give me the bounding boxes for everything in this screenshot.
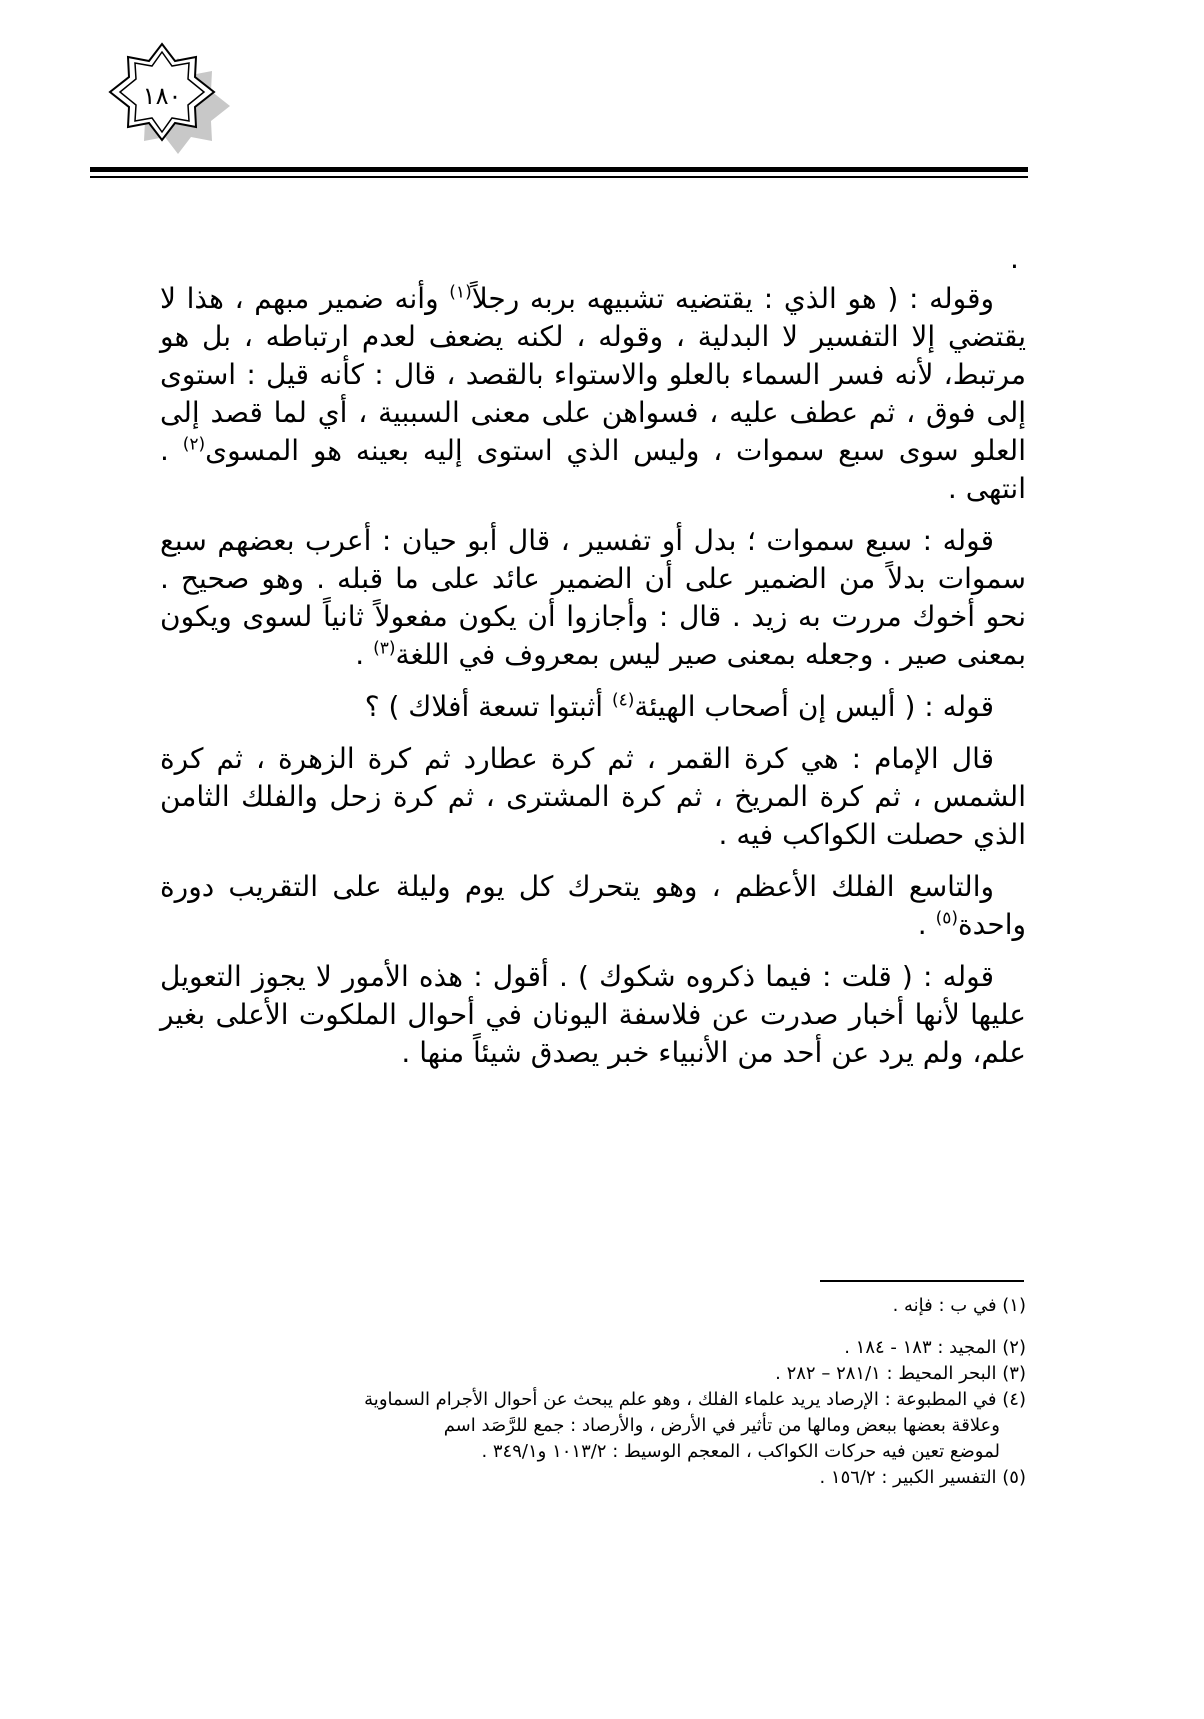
page-number: ١٨٠ [142, 82, 182, 110]
footnote-ref[interactable]: (٤) [611, 690, 635, 711]
paragraph: وقوله : ( هو الذي : يقتضيه تشبيهه بربه رجلاً$^{(١)}$ وأنه ضمير مبهم ، هذا لا يقتضي إلا التفسير لا البدلية ، وقوله ، لكنه يضعف لعدم ارتباطه ، بل هو مرتبط، لأنه فسر السماء بالعلو والاستواء بالقصد ، قال : كأنه قيل : استوى إلى فوق ، ثم عطف عليه ، فسواهن على معنى السببية ، أي لما قصد إلى العلو سوى سبع سموات ، وليس الذي استوى إليه بعينه هو المسوى$^{(٢)}$ . انتهى . [160, 282, 1026, 505]
paragraph: قوله : ( قلت : فيما ذكروه شكوك ) . أقول : هذه الأمور لا يجوز التعويل عليها لأنها أخبار صدرت عن فلاسفة اليونان في أحوال الملكوت الأعلى بغير علم، ولم يرد عن أحد من الأنبياء خبر يصدق شيئاً منها . [160, 960, 1026, 1069]
header-rule-thick [90, 167, 1028, 172]
stray-mark: . [1010, 242, 1019, 275]
footnote: (٤) في المطبوعة : الإرصاد يريد علماء الفلك ، وهو علم يبحث عن أحوال الأجرام السماوية [364, 1389, 1026, 1410]
footnote-ref[interactable]: (١) [449, 282, 472, 303]
footnote-ref[interactable]: (٥) [935, 908, 959, 929]
footnote-continuation: وعلاقة بعضها ببعض ومالها من تأثير في الأرض ، والأرصاد : جمع للرَّصَد اسم [443, 1415, 1000, 1436]
footnote-continuation: لموضع تعين فيه حركات الكواكب ، المعجم الوسيط : ١٠١٣/٢ و٣٤٩/١ . [481, 1441, 1000, 1462]
footnote: (٣) البحر المحيط : ٢٨١/١ – ٢٨٢ . [775, 1363, 1026, 1384]
footnote: (٢) المجيد : ١٨٣ - ١٨٤ . [844, 1337, 1026, 1358]
paragraph: والتاسع الفلك الأعظم ، وهو يتحرك كل يوم وليلة على التقريب دورة واحدة$^{(٥)}$ . [160, 870, 1026, 941]
paragraph: قوله : ( أليس إن أصحاب الهيئة$^{(٤)}$ أثبتوا تسعة أفلاك ) ؟ [364, 690, 994, 723]
paragraph: قال الإمام : هي كرة القمر ، ثم كرة عطارد ثم كرة الزهرة ، ثم كرة الشمس ، ثم كرة المريخ ، ثم كرة المشترى ، ثم كرة زحل والفلك الثامن الذي حصلت الكواكب فيه . [160, 742, 1026, 851]
footnote-ref[interactable]: (٣) [373, 638, 396, 659]
footnote: (٥) التفسير الكبير : ١٥٦/٢ . [819, 1467, 1026, 1488]
header-rule-thin [90, 176, 1028, 178]
footnote: (١) في ب : فإنه . [892, 1295, 1026, 1316]
paragraph: قوله : سبع سموات ؛ بدل أو تفسير ، قال أبو حيان : أعرب بعضهم سبع سموات بدلاً من الضمير على أن الضمير عائد على ما قبله . وهو صحيح . نحو أخوك مررت به زيد . قال : وأجازوا أن يكون مفعولاً ثانياً لسوى ويكون بمعنى صير . وجعله بمعنى صير ليس بمعروف في اللغة$^{(٣)}$ . [160, 524, 1026, 671]
footnote-separator [820, 1280, 1024, 1282]
main-text [160, 280, 1026, 1086]
footnote-ref[interactable]: (٢) [182, 434, 206, 455]
page-number-badge [100, 42, 240, 162]
footnotes [160, 1293, 1026, 1491]
